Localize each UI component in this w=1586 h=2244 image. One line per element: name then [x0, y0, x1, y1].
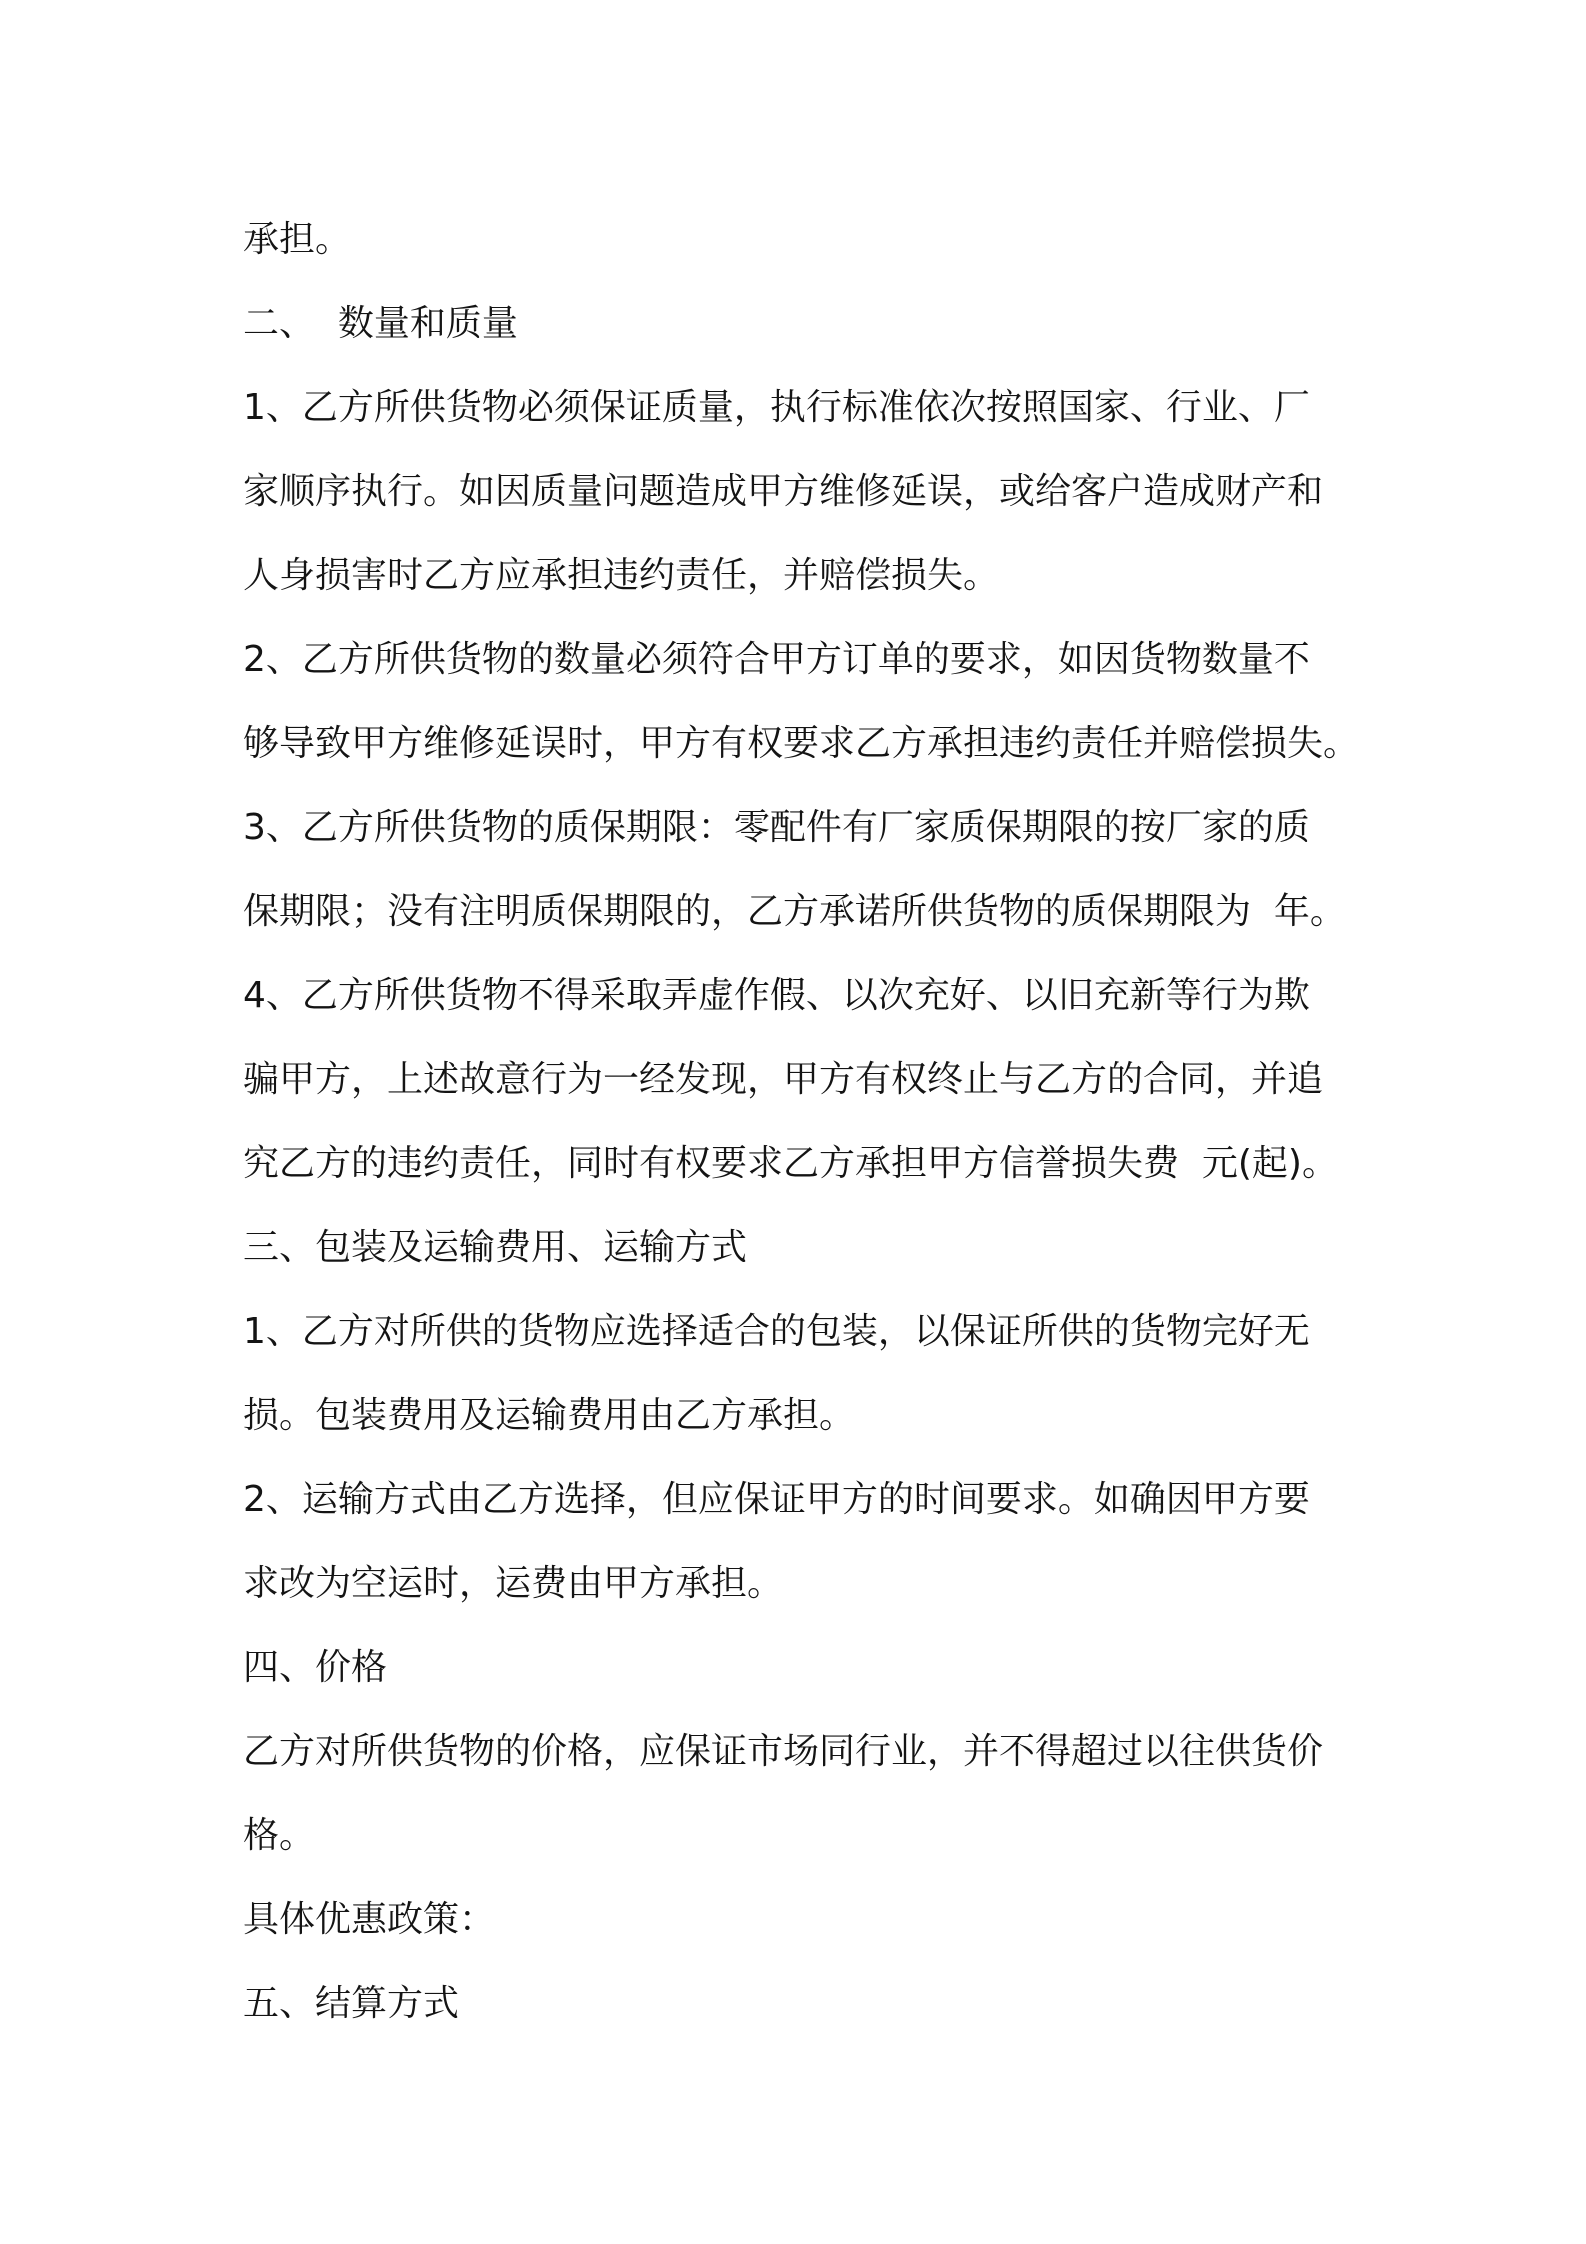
text-line: 骗甲方，上述故意行为一经发现，甲方有权终止与乙方的合同，并追 [243, 1059, 1324, 1100]
text-line: 究乙方的违约责任，同时有权要求乙方承担甲方信誉损失费 元(起)。 [243, 1143, 1338, 1184]
text-line: 1、乙方所供货物必须保证质量，执行标准依次按照国家、行业、厂 [243, 387, 1310, 428]
text-line: 1、乙方对所供的货物应选择适合的包装，以保证所供的货物完好无 [243, 1311, 1310, 1352]
text-line: 具体优惠政策： [243, 1899, 496, 1940]
text-line: 人身损害时乙方应承担违约责任，并赔偿损失。 [243, 555, 1000, 596]
text-line: 2、乙方所供货物的数量必须符合甲方订单的要求，如因货物数量不 [243, 639, 1310, 680]
text-line: 2、运输方式由乙方选择，但应保证甲方的时间要求。如确因甲方要 [243, 1479, 1310, 1520]
section-heading: 四、价格 [243, 1647, 388, 1688]
text-line: 4、乙方所供货物不得采取弄虚作假、以次充好、以旧充新等行为欺 [243, 975, 1310, 1016]
text-line: 格。 [243, 1815, 316, 1856]
section-heading: 三、包装及运输费用、运输方式 [243, 1227, 748, 1268]
section-heading: 五、结算方式 [243, 1983, 460, 2024]
document-body [243, 198, 1403, 2046]
text-line: 家顺序执行。如因质量问题造成甲方维修延误，或给客户造成财产和 [243, 471, 1324, 512]
text-line: 损。包装费用及运输费用由乙方承担。 [243, 1395, 856, 1436]
text-line: 够导致甲方维修延误时，甲方有权要求乙方承担违约责任并赔偿损失。 [243, 723, 1360, 764]
text-line: 求改为空运时，运费由甲方承担。 [243, 1563, 784, 1604]
text-line: 保期限；没有注明质保期限的，乙方承诺所供货物的质保期限为 年。 [243, 891, 1346, 932]
text-line: 承担。 [243, 219, 352, 260]
text-line: 乙方对所供货物的价格，应保证市场同行业，并不得超过以往供货价 [243, 1731, 1324, 1772]
section-heading: 二、 数量和质量 [243, 303, 518, 344]
text-line: 3、乙方所供货物的质保期限：零配件有厂家质保期限的按厂家的质 [243, 807, 1310, 848]
